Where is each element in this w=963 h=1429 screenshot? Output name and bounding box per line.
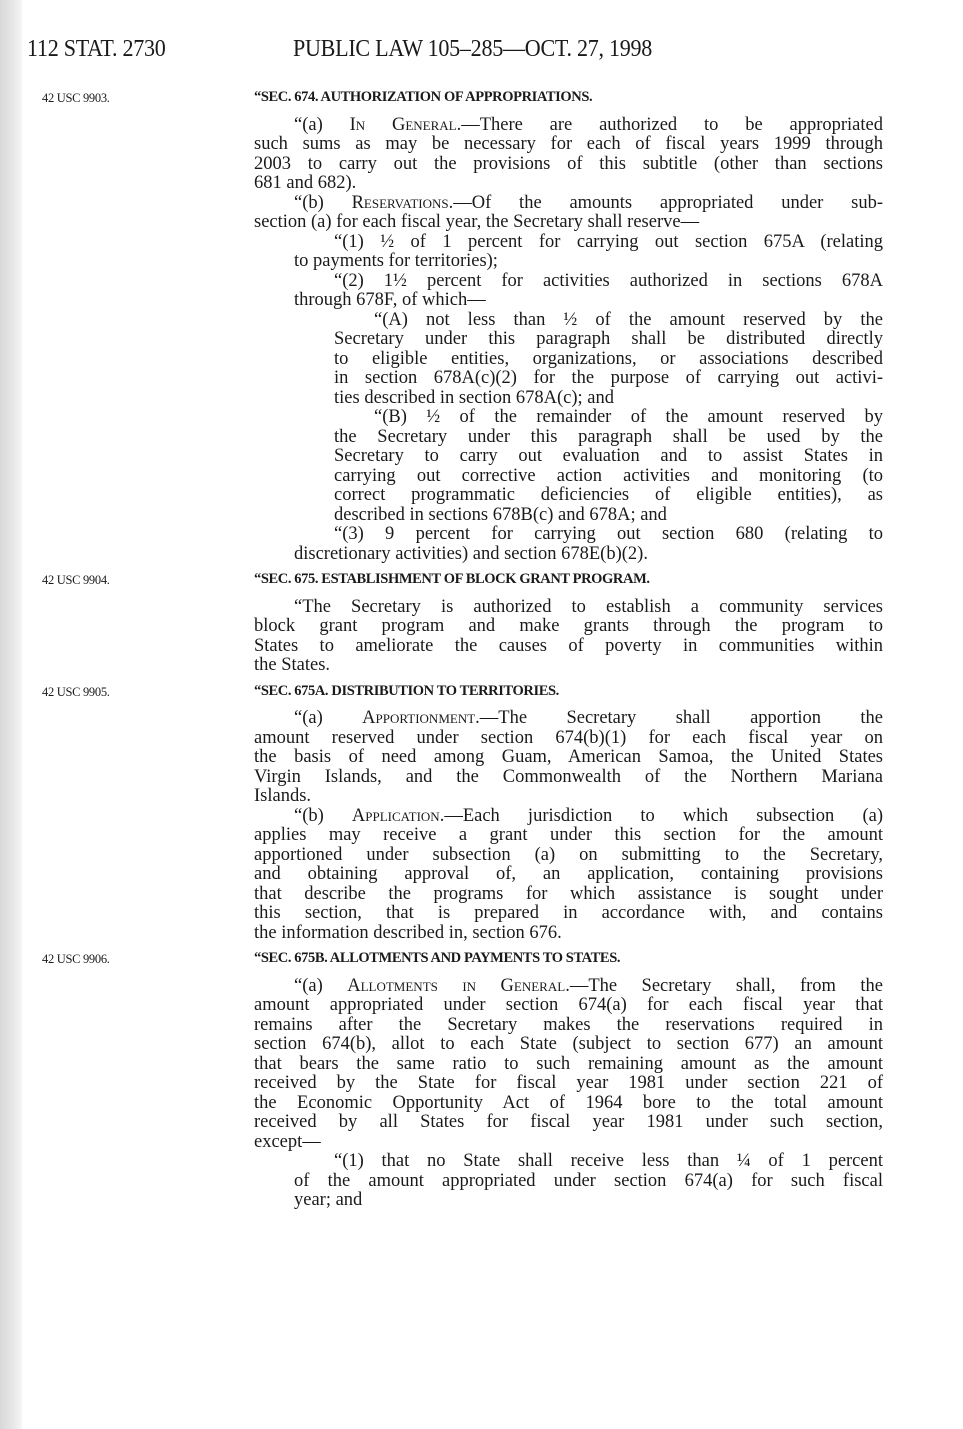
- text-run: “(b): [294, 192, 352, 213]
- text-line: the States.: [254, 655, 331, 675]
- paragraph: [0, 1152, 963, 1211]
- text-line: and obtaining approval of, an application, containing provisions: [254, 864, 883, 884]
- text-line: received by the State for fiscal year 1981 under section 221 of: [254, 1073, 883, 1093]
- subsection-caption: In General: [349, 114, 457, 135]
- text-line: the Economic Opportunity Act of 1964 bore to the total amount: [254, 1092, 883, 1113]
- text-line: “The Secretary is authorized to establish a community services: [294, 596, 883, 617]
- section-heading: “SEC. 675. ESTABLISHMENT OF BLOCK GRANT PROGRAM.: [254, 571, 650, 587]
- text-line: correct programmatic deficiencies of eligible entities), as: [334, 485, 883, 505]
- text-run: “(a): [294, 114, 350, 135]
- text-line: of the amount appropriated under section 674(a) for such fiscal: [294, 1170, 883, 1191]
- section-heading: “SEC. 674. AUTHORIZATION OF APPROPRIATIONS.: [254, 89, 593, 105]
- text-line: amount appropriated under section 674(a) for each fiscal year that: [254, 995, 883, 1015]
- stat-page-number: 112 STAT. 2730: [27, 36, 166, 62]
- text-line: through 678F, of which—: [294, 290, 486, 310]
- text-line: section 674(b), allot to each State (subject to section 677) an amount: [254, 1034, 883, 1054]
- text-line: to payments for territories);: [294, 251, 498, 271]
- text-run: .—Each jurisdiction to which subsection (a): [439, 805, 883, 826]
- paragraph: [0, 408, 963, 525]
- usc-margin-note: 42 USC 9904.: [42, 573, 110, 587]
- text-line: Virgin Islands, and the Commonwealth of the Northern Mariana: [254, 766, 883, 787]
- paragraph: [0, 598, 963, 676]
- usc-margin-note: 42 USC 9906.: [42, 952, 110, 966]
- text-line: described in sections 678B(c) and 678A; and: [334, 504, 667, 525]
- section: [0, 570, 963, 676]
- text-line: apportioned under subsection (a) on submitting to the Secretary,: [254, 844, 883, 865]
- subsection-caption: Application: [351, 805, 440, 826]
- text-line: Secretary to carry out evaluation and to assist States in: [334, 446, 883, 466]
- paragraph: [0, 807, 963, 944]
- text-run: “(a): [294, 708, 363, 728]
- running-head-law-title: PUBLIC LAW 105–285—OCT. 27, 1998: [293, 36, 653, 62]
- text-line: received by all States for fiscal year 1981 under such section,: [254, 1112, 883, 1132]
- paragraph: [0, 977, 963, 1153]
- usc-margin-note: 42 USC 9903.: [42, 91, 110, 105]
- paragraph: [0, 233, 963, 272]
- section: [0, 88, 963, 564]
- text-line: such sums as may be necessary for each of fiscal years 1999 through: [254, 134, 883, 154]
- text-line: the information described in, section 676.: [254, 922, 562, 943]
- text-line: the Secretary under this paragraph shall be used by the: [334, 426, 883, 447]
- text-line: to eligible entities, organizations, or associations described: [334, 348, 883, 369]
- text-line: “(3) 9 percent for carrying out section 680 (relating to: [334, 524, 883, 544]
- text-line: [294, 807, 883, 827]
- text-line: applies may receive a grant under this section for the amount: [254, 825, 883, 845]
- text-line: Secretary under this paragraph shall be distributed directly: [334, 329, 883, 349]
- text-line: States to ameliorate the causes of poverty in communities within: [254, 635, 883, 656]
- text-line: [294, 194, 883, 214]
- text-line: carrying out corrective action activities and monitoring (to: [334, 465, 883, 486]
- text-line: “(2) 1½ percent for activities authorized in sections 678A: [334, 270, 883, 291]
- section-heading: “SEC. 675B. ALLOTMENTS AND PAYMENTS TO STATES.: [254, 950, 621, 966]
- text-line: “(1) ½ of 1 percent for carrying out section 675A (relating: [334, 231, 883, 252]
- section: [0, 949, 963, 1211]
- text-line: amount reserved under section 674(b)(1) for each fiscal year on: [254, 727, 883, 748]
- text-run: .—There are authorized to be appropriated: [456, 114, 883, 135]
- paragraph: [0, 525, 963, 564]
- text-line: 2003 to carry out the provisions of this subtitle (other than sections: [254, 153, 883, 174]
- paragraph: [0, 709, 963, 807]
- subsection-caption: Apportionment: [362, 708, 476, 728]
- usc-margin-note: 42 USC 9905.: [42, 684, 110, 699]
- text-line: Islands.: [254, 786, 312, 806]
- document-body: [0, 88, 963, 1211]
- text-line: remains after the Secretary makes the reservations required in: [254, 1014, 883, 1035]
- paragraph: [0, 272, 963, 311]
- text-run: “(a): [294, 975, 348, 996]
- subsection-caption: Reservations: [351, 192, 449, 213]
- text-line: “(B) ½ of the remainder of the amount reserved by: [374, 407, 883, 427]
- text-line: section (a) for each fiscal year, the Secretary shall reserve—: [254, 212, 700, 232]
- section: [0, 682, 963, 944]
- paragraph: [0, 311, 963, 409]
- text-line: [294, 709, 883, 729]
- text-line: [294, 116, 883, 136]
- subsection-caption: Allotments in General: [347, 975, 566, 996]
- text-line: the basis of need among Guam, American Samoa, the United States: [254, 747, 883, 767]
- text-run: “(b): [294, 805, 352, 826]
- text-line: except—: [254, 1131, 321, 1152]
- text-run: .—The Secretary shall, from the: [565, 975, 883, 996]
- text-line: year; and: [294, 1190, 363, 1210]
- text-line: in section 678A(c)(2) for the purpose of carrying out activi-: [334, 368, 883, 388]
- text-line: this section, that is prepared in accordance with, and contains: [254, 903, 883, 923]
- text-run: .—Of the amounts appropriated under sub-: [448, 192, 883, 213]
- text-line: “(A) not less than ½ of the amount reserved by the: [374, 309, 883, 330]
- section-heading: “SEC. 675A. DISTRIBUTION TO TERRITORIES.: [254, 682, 559, 699]
- paragraph: [0, 194, 963, 233]
- text-line: 681 and 682).: [254, 173, 357, 193]
- text-run: .—The Secretary shall apportion the: [475, 708, 883, 728]
- text-line: that bears the same ratio to such remaining amount as the amount: [254, 1053, 883, 1074]
- text-line: that describe the programs for which assistance is sought under: [254, 883, 883, 904]
- text-line: block grant program and make grants through the program to: [254, 616, 883, 636]
- text-line: “(1) that no State shall receive less than ¼ of 1 percent: [334, 1151, 883, 1171]
- text-line: [294, 977, 883, 997]
- text-line: ties described in section 678A(c); and: [334, 387, 614, 408]
- paragraph: [0, 116, 963, 194]
- text-line: discretionary activities) and section 678E(b)(2).: [294, 543, 648, 564]
